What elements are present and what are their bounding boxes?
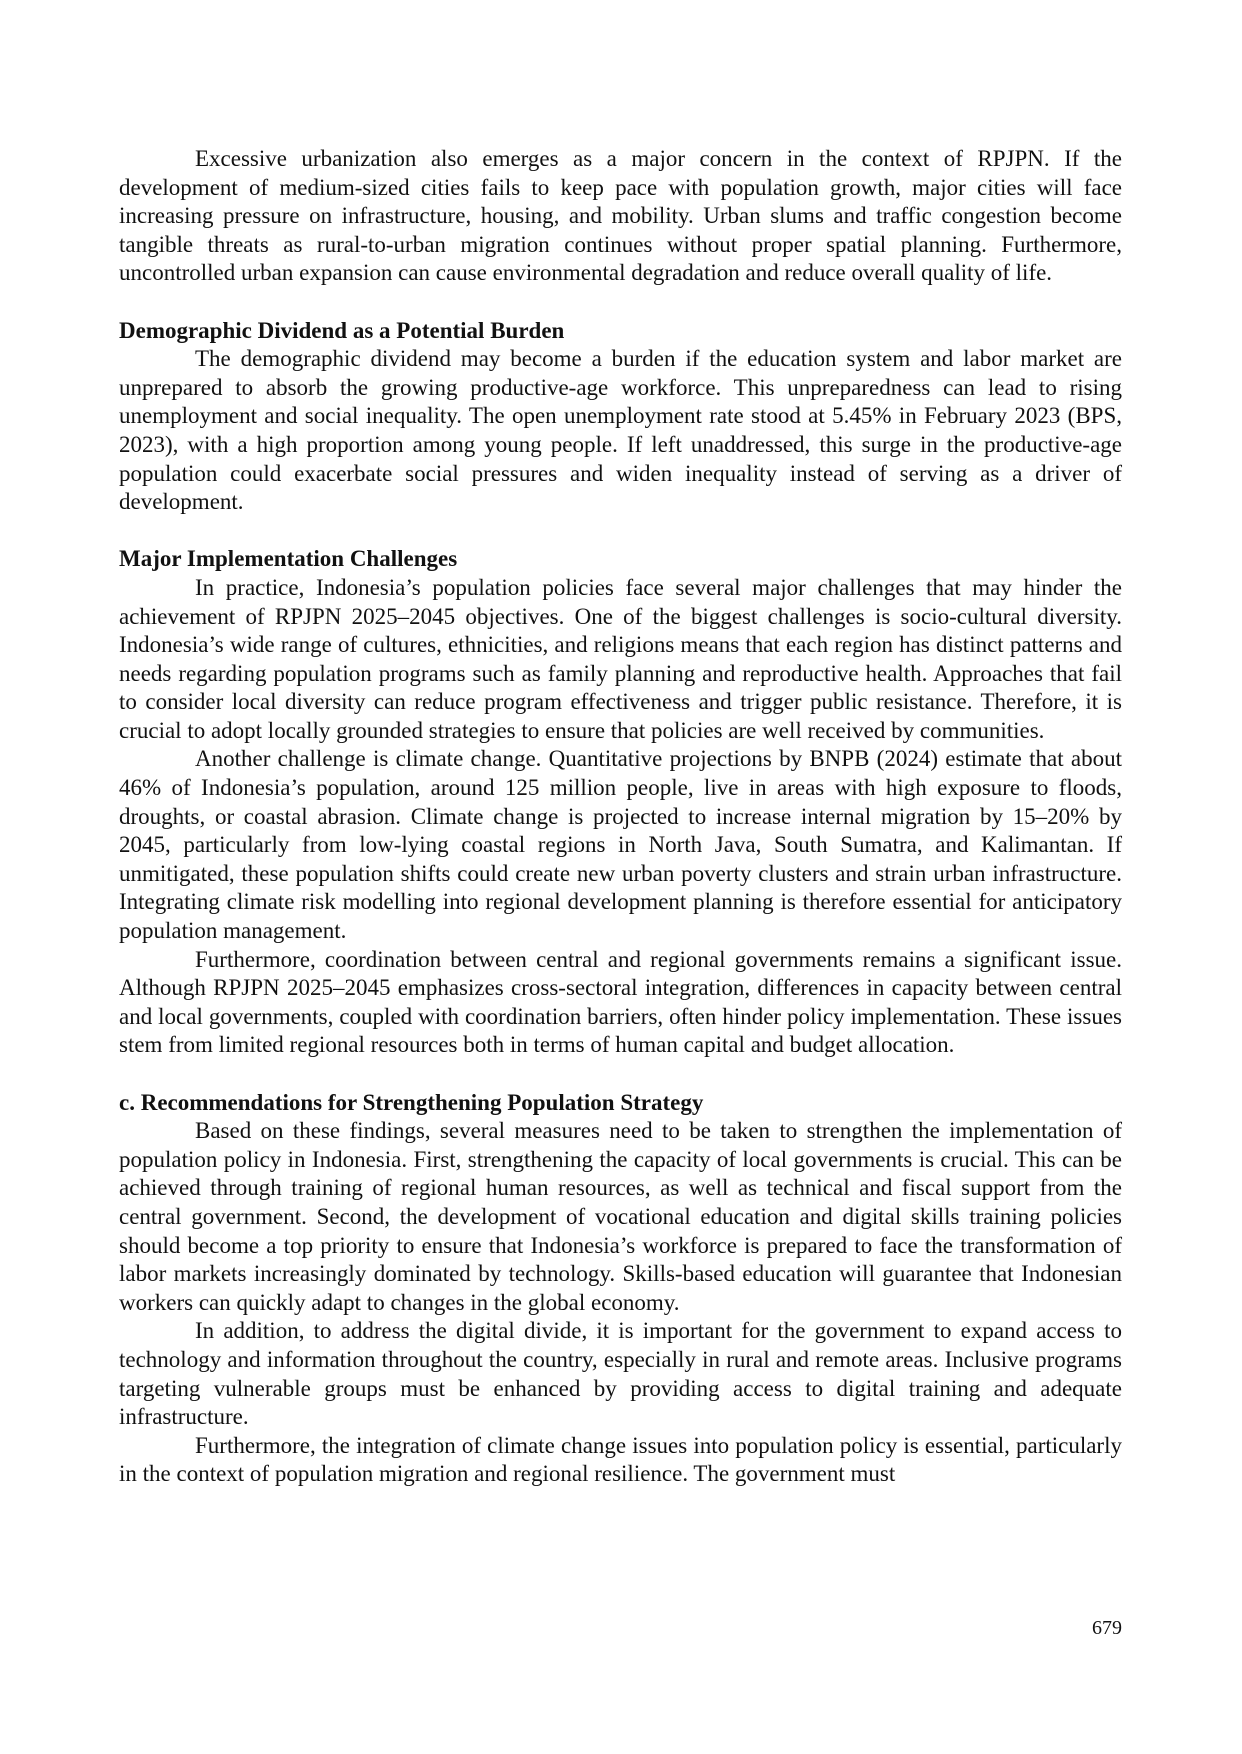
paragraph-climate-integration: Furthermore, the integration of climate change issues into population policy is essential, particularly in the context of population migration and regional resilience. The government must (119, 1432, 1122, 1487)
paragraph-local-capacity: Based on these findings, several measures need to be taken to strengthen the implementation of population policy in Indonesia. First, strengthening the capacity of local governments is crucial. This can be achieved through training of regional human resources, as well as technical and fiscal support from the central government. Second, the development of vocational education and digital skills training policies should become a top priority to ensure that Indonesia’s workforce is prepared to face the transformation of labor markets increasingly dominated by technology. Skills-based education will guarantee that Indonesian workers can quickly adapt to changes in the global economy. (119, 1118, 1122, 1315)
section-spacer (119, 517, 1122, 546)
paragraph-demographic-dividend: The demographic dividend may become a burden if the education system and labor market are unprepared to absorb the growing productive-age workforce. This unpreparedness can lead to rising unemployment and social inequality. The open unemployment rate stood at 5.45% in February 2023 (BPS, 2023), with a high proportion among young people. If left unaddressed, this surge in the productive-age population could exacerbate social pressures and widen inequality instead of serving as a driver of development. (119, 346, 1122, 515)
page-number: 679 (1092, 1617, 1122, 1639)
section-spacer (119, 288, 1122, 317)
paragraph-socio-cultural-diversity: In practice, Indonesia’s population policies face several major challenges that may hinder the achievement of RPJPN 2025–2045 objectives. One of the biggest challenges is socio-cultural diversity. Indonesia’s wide range of cultures, ethnicities, and religions means that each region has distinct patterns and needs regarding population programs such as family planning and reproductive health. Approaches that fail to consider local diversity can reduce program effectiveness and trigger public resistance. Therefore, it is crucial to adopt locally grounded strategies to ensure that policies are well received by communities. (119, 574, 1122, 743)
heading-implementation-challenges: Major Implementation Challenges (119, 546, 458, 572)
page-body (119, 145, 1122, 1489)
heading-demographic-dividend: Demographic Dividend as a Potential Burden (119, 317, 565, 343)
section-spacer (119, 1060, 1122, 1089)
paragraph-climate-change: Another challenge is climate change. Quantitative projections by BNPB (2024) estimate that about 46% of Indonesia’s population, around 125 million people, live in areas with high exposure to floods, droughts, or coastal abrasion. Climate change is projected to increase internal migration by 15–20% by 2045, particularly from low-lying coastal regions in North Java, South Sumatra, and Kalimantan. If unmitigated, these population shifts could create new urban poverty clusters and strain urban infrastructure. Integrating climate risk modelling into regional development planning is therefore essential for anticipatory population management. (119, 746, 1122, 944)
paragraph-coordination: Furthermore, coordination between central and regional governments remains a significant issue. Although RPJPN 2025–2045 emphasizes cross-sectoral integration, differences in capacity between central and local governments, coupled with coordination barriers, often hinder policy implementation. These issues stem from limited regional resources both in terms of human capital and budget allocation. (119, 946, 1122, 1058)
paragraph-urbanization: Excessive urbanization also emerges as a major concern in the context of RPJPN. If the development of medium-sized cities fails to keep pace with population growth, major cities will face increasing pressure on infrastructure, housing, and mobility. Urban slums and traffic congestion become tangible threats as rural-to-urban migration continues without proper spatial planning. Furthermore, uncontrolled urban expansion can cause environmental degradation and reduce overall quality of life. (119, 146, 1122, 286)
paragraph-digital-divide: In addition, to address the digital divide, it is important for the government to expand access to technology and information throughout the country, especially in rural and remote areas. Inclusive programs targeting vulnerable groups must be enhanced by providing access to digital training and adequate infrastructure. (119, 1318, 1122, 1430)
heading-recommendations: c. Recommendations for Strengthening Population Strategy (119, 1089, 704, 1115)
